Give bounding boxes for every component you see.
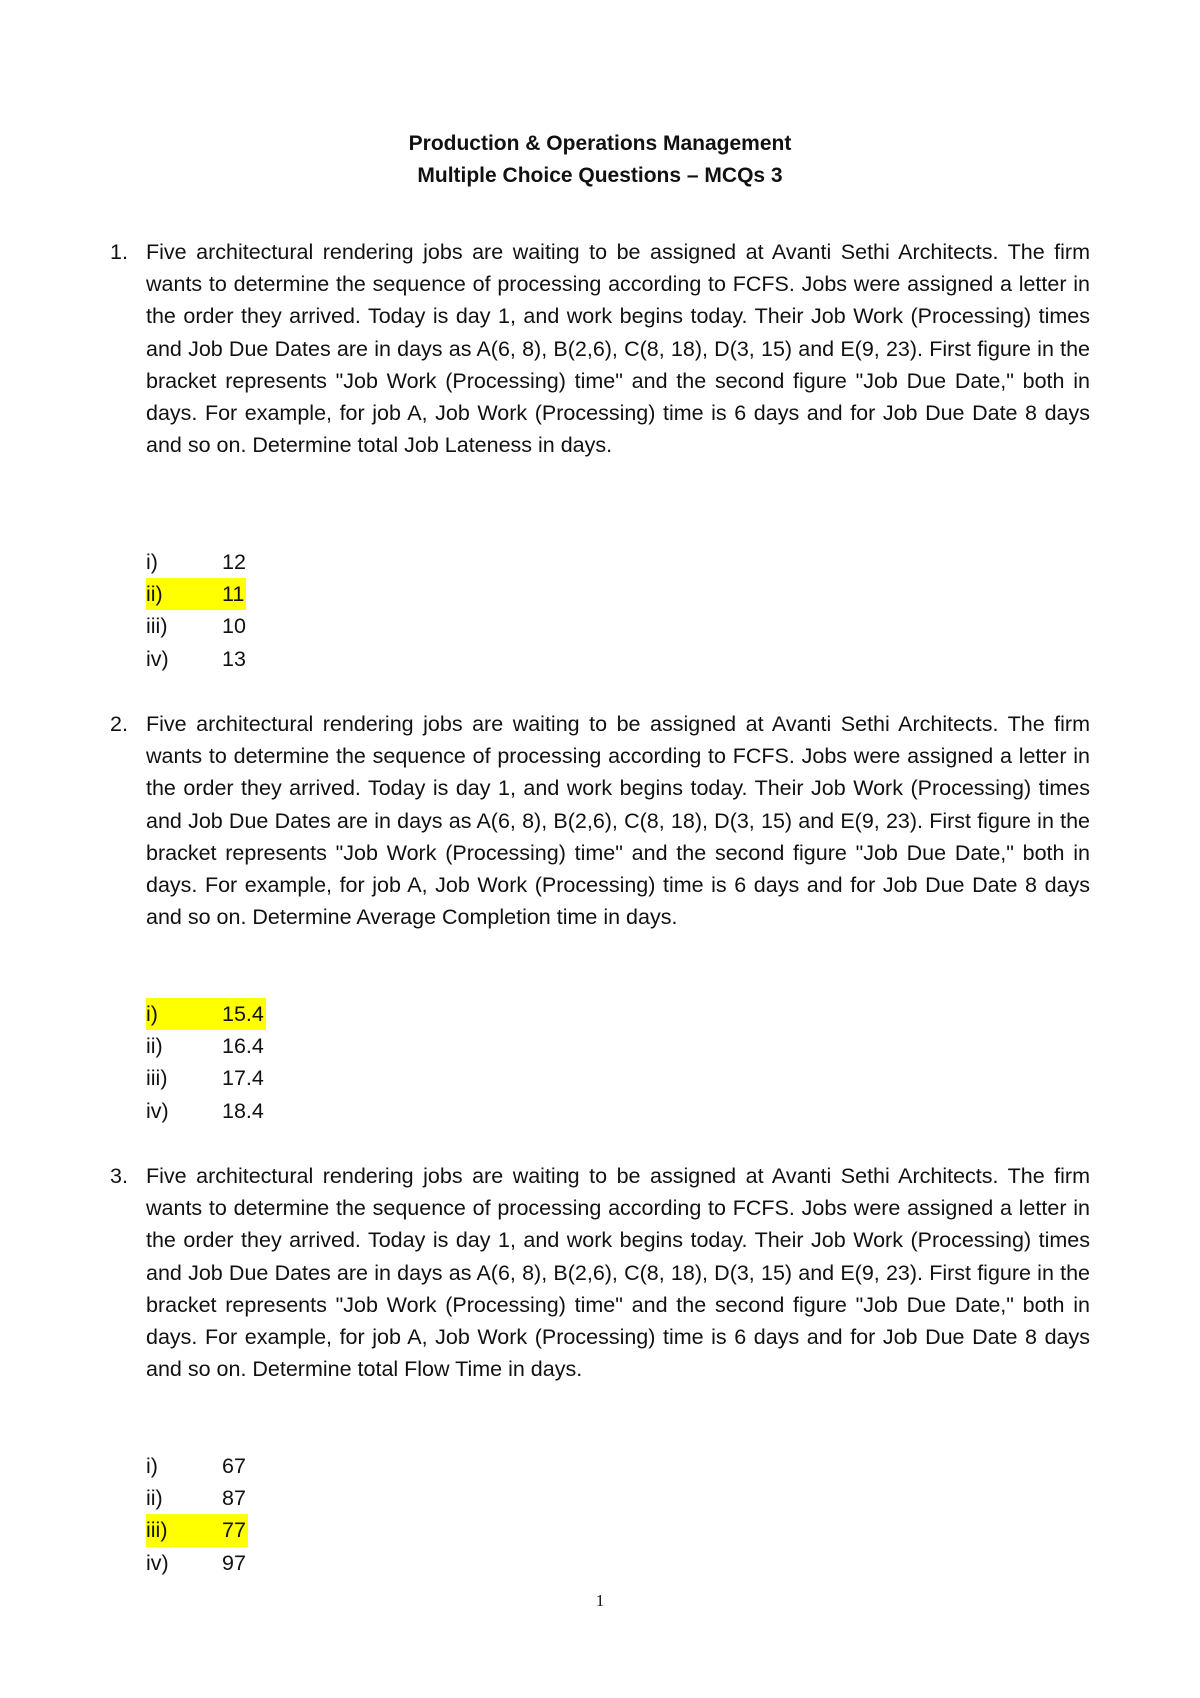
option-value: 87 (222, 1486, 246, 1511)
answer-option (146, 1547, 446, 1579)
answer-option (146, 1482, 446, 1514)
option-value: 15.4 (222, 1002, 264, 1026)
question-text: Five architectural rendering jobs are waiting to be assigned at Avanti Sethi Architects. The firm wants to determine the sequence of processing according to FCFS. Jobs were assigned a letter in the order they arrived. Today is day 1, and work begins today. Their Job Work (Processing) times and Job Due Dates are in days as A(6, 8), B(2,6), C(8, 18), D(3, 15) and E(9, 23). First figure in the bracket represents "Job Work (Processing) time" and the second figure "Job Due Date," both in days. For example, for job A, Job Work (Processing) time is 6 days and for Job Due Date 8 days and so on. Determine Average Completion time in days. (146, 712, 1090, 930)
option-value: 11 (222, 582, 245, 607)
option-value: 17.4 (222, 1066, 264, 1091)
option-label: ii) (146, 1486, 163, 1511)
answer-highlight (146, 578, 246, 610)
option-label: iv) (146, 646, 169, 671)
option-value: 10 (222, 614, 246, 639)
page-number: 1 (595, 1591, 605, 1610)
option-label: ii) (146, 1034, 163, 1059)
question-text: Five architectural rendering jobs are waiting to be assigned at Avanti Sethi Architects. The firm wants to determine the sequence of processing according to FCFS. Jobs were assigned a letter in the order they arrived. Today is day 1, and work begins today. Their Job Work (Processing) times and Job Due Dates are in days as A(6, 8), B(2,6), C(8, 18), D(3, 15) and E(9, 23). First figure in the bracket represents "Job Work (Processing) time" and the second figure "Job Due Date," both in days. For example, for job A, Job Work (Processing) time is 6 days and for Job Due Date 8 days and so on. Determine total Job Lateness in days. (146, 240, 1090, 458)
answer-option (146, 546, 446, 578)
document-title: Production & Operations Management (408, 132, 792, 155)
option-value: 67 (222, 1454, 246, 1478)
option-label: iv) (146, 1550, 169, 1575)
question-number: 2. (110, 712, 128, 736)
option-label: iii) (146, 614, 168, 639)
option-value: 12 (222, 550, 246, 574)
answer-options (146, 1450, 446, 1579)
answer-option (146, 1062, 446, 1094)
option-value: 97 (222, 1550, 246, 1575)
option-value: 18.4 (222, 1098, 264, 1123)
question-number: 1. (110, 240, 128, 264)
option-value: 77 (222, 1518, 246, 1543)
option-label: iv) (146, 1098, 169, 1123)
option-label: i) (146, 1002, 158, 1026)
answer-options (146, 546, 446, 675)
answer-option (146, 1450, 446, 1482)
option-value: 13 (222, 646, 246, 671)
document-subtitle: Multiple Choice Questions – MCQs 3 (417, 164, 783, 187)
answer-option-correct (146, 578, 446, 610)
option-label: ii) (146, 582, 163, 607)
question-text: Five architectural rendering jobs are waiting to be assigned at Avanti Sethi Architects. The firm wants to determine the sequence of processing according to FCFS. Jobs were assigned a letter in the order they arrived. Today is day 1, and work begins today. Their Job Work (Processing) times and Job Due Dates are in days as A(6, 8), B(2,6), C(8, 18), D(3, 15) and E(9, 23). First figure in the bracket represents "Job Work (Processing) time" and the second figure "Job Due Date," both in days. For example, for job A, Job Work (Processing) time is 6 days and for Job Due Date 8 days and so on. Determine total Flow Time in days. (146, 1164, 1090, 1382)
question-number: 3. (110, 1164, 128, 1188)
option-value: 16.4 (222, 1034, 264, 1059)
answer-options (146, 998, 446, 1127)
option-label: iii) (146, 1518, 168, 1543)
answer-highlight (146, 998, 266, 1030)
answer-highlight (146, 1514, 248, 1546)
answer-option-correct (146, 1514, 446, 1546)
option-label: iii) (146, 1066, 168, 1091)
answer-option (146, 610, 446, 642)
answer-option-correct (146, 998, 446, 1030)
answer-option (146, 1030, 446, 1062)
answer-option (146, 643, 446, 675)
answer-option (146, 1095, 446, 1127)
option-label: i) (146, 550, 158, 574)
option-label: i) (146, 1454, 158, 1478)
